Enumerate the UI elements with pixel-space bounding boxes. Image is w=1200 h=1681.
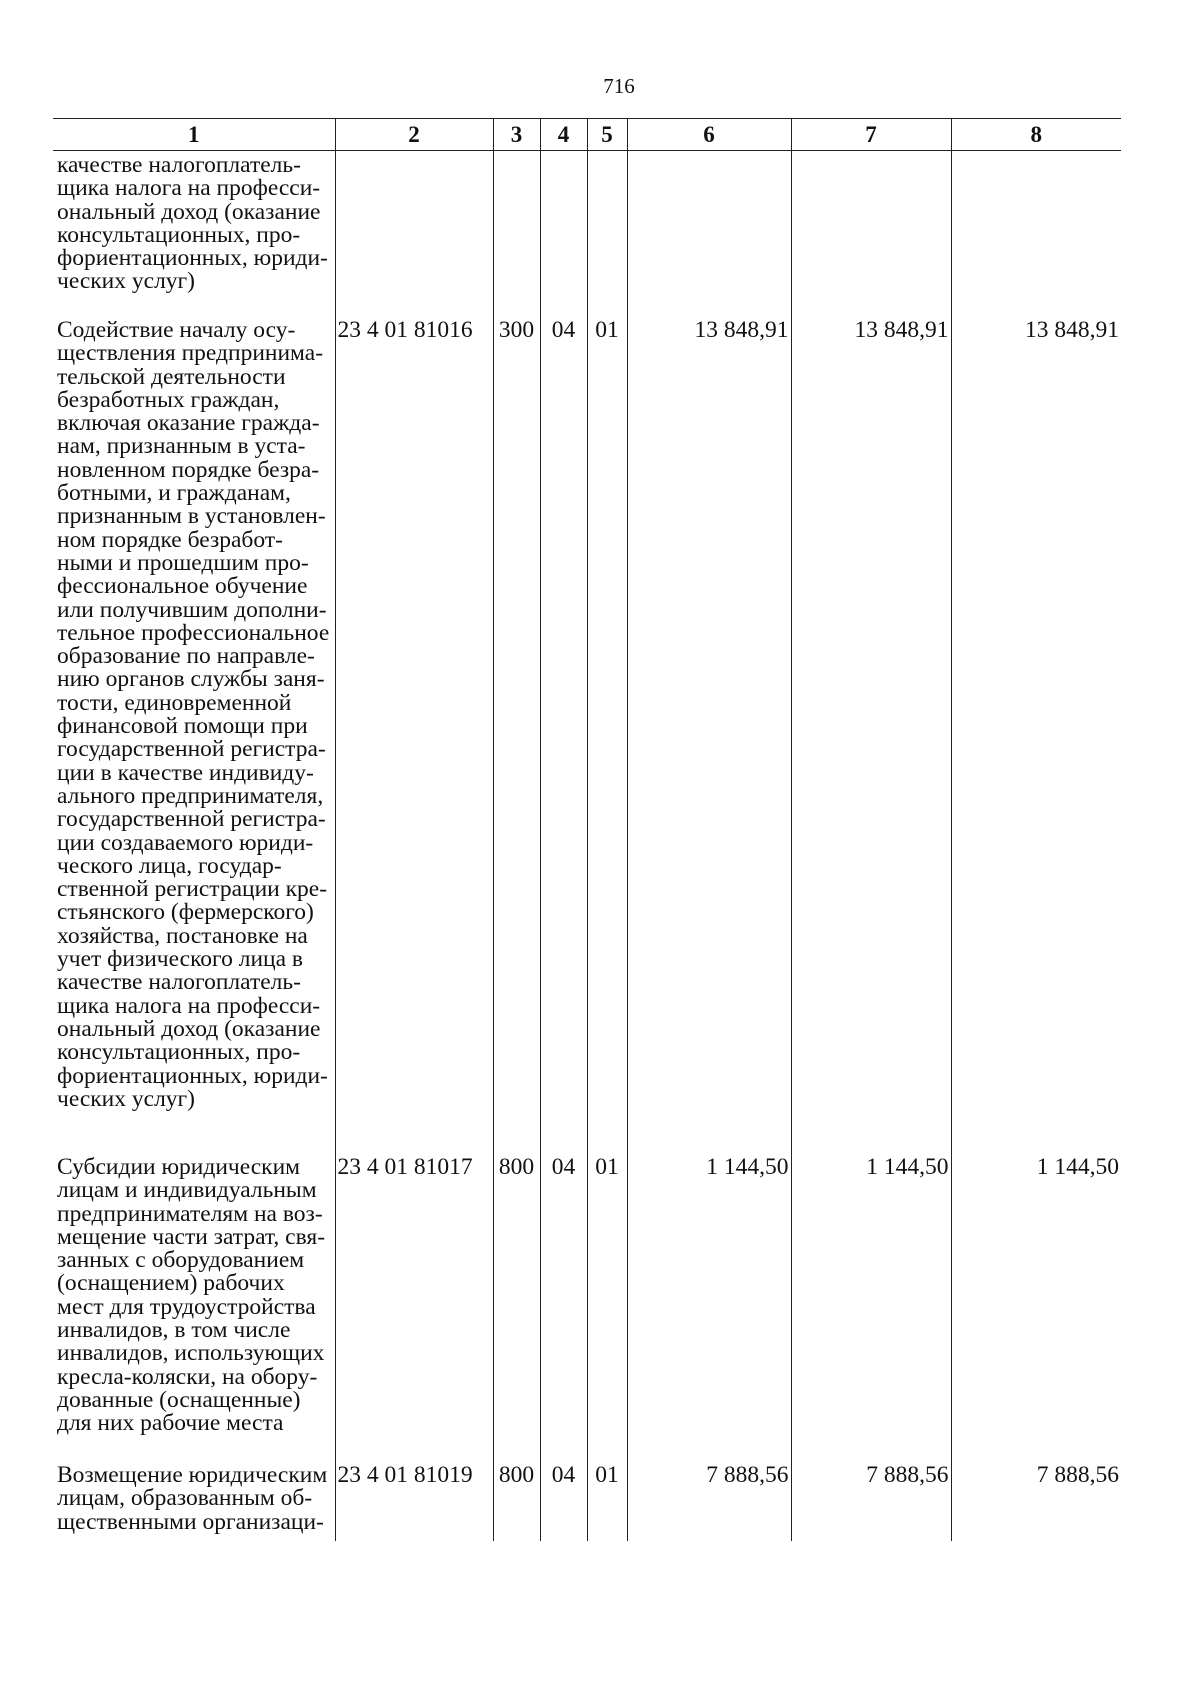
col-header-1: 1 [53, 119, 335, 151]
row-col4: 04 [540, 1153, 587, 1461]
row-col8: 13 848,91 [951, 316, 1121, 1153]
row-col3: 800 [493, 1461, 540, 1541]
table-row [53, 1461, 1121, 1541]
table-row [53, 151, 1121, 317]
header-row [53, 119, 1121, 151]
col-header-3: 3 [493, 119, 540, 151]
row-col3: 300 [493, 316, 540, 1153]
row-col5: 01 [587, 1461, 627, 1541]
col-header-4: 4 [540, 119, 587, 151]
row-col7: 7 888,56 [791, 1461, 951, 1541]
row-col4: 04 [540, 316, 587, 1153]
row-description: Содействие началу осу- ществления предпринима- тельской деятельности безработных граждан, включая оказание гражда- нам, признанным в уста- новленном порядке безра- ботными, и гражданам, признанным в установлен- ном порядке безработ- ными и прошедшим про- фессиональное обучение или получившим дополни- тельное профессиональное образование по направле- нию органов службы заня- тости, единовременной финансовой помощи при государственной регистра- ции в качестве индивиду- ального предпринимателя, государственной регистра- ции создаваемого юриди- ческого лица, государ- ственной регистрации кре- стьянского (фермерского) хозяйства, постановке на учет физического лица в качестве налогоплатель- щика налога на професси- ональный доход (оказание консультационных, про- фориентационных, юриди- ческих услуг) [57, 317, 330, 1112]
row-col4 [540, 151, 587, 317]
row-col6: 7 888,56 [627, 1461, 791, 1541]
row-col6 [627, 151, 791, 317]
page-number: 716 [603, 74, 635, 98]
row-col7: 13 848,91 [791, 316, 951, 1153]
row-col5 [587, 151, 627, 317]
budget-table [53, 118, 1121, 1541]
row-col7: 1 144,50 [791, 1153, 951, 1461]
col-header-8: 8 [951, 119, 1121, 151]
row-col6: 1 144,50 [627, 1153, 791, 1461]
col-header-2: 2 [335, 119, 493, 151]
table-row [53, 1153, 1121, 1461]
row-code: 23 4 01 81016 [335, 316, 493, 1153]
row-col8: 1 144,50 [951, 1153, 1121, 1461]
row-col3 [493, 151, 540, 317]
row-code: 23 4 01 81017 [335, 1153, 493, 1461]
table-row [53, 316, 1121, 1153]
row-description: качестве налогоплатель- щика налога на професси- ональный доход (оказание консультационных, про- фориентационных, юриди- ческих услуг) [57, 152, 328, 295]
col-header-5: 5 [587, 119, 627, 151]
row-description: Субсидии юридическим лицам и индивидуальным предпринимателям на воз- мещение части затрат, свя- занных с оборудованием (оснащением) рабочих мест для трудоустройства инвалидов, в том числе инвалидов, использующих кресла-коляски, на обору- дованные (оснащенные) для них рабочие места [57, 1154, 326, 1437]
row-col3: 800 [493, 1153, 540, 1461]
row-col8 [951, 151, 1121, 317]
row-col4: 04 [540, 1461, 587, 1541]
row-description: Возмещение юридическим лицам, образованным об- щественными организаци- [57, 1462, 328, 1535]
row-col5: 01 [587, 1153, 627, 1461]
row-col8: 7 888,56 [951, 1461, 1121, 1541]
row-code [335, 151, 493, 317]
row-col6: 13 848,91 [627, 316, 791, 1153]
row-col7 [791, 151, 951, 317]
row-col5: 01 [587, 316, 627, 1153]
col-header-6: 6 [627, 119, 791, 151]
row-code: 23 4 01 81019 [335, 1461, 493, 1541]
col-header-7: 7 [791, 119, 951, 151]
